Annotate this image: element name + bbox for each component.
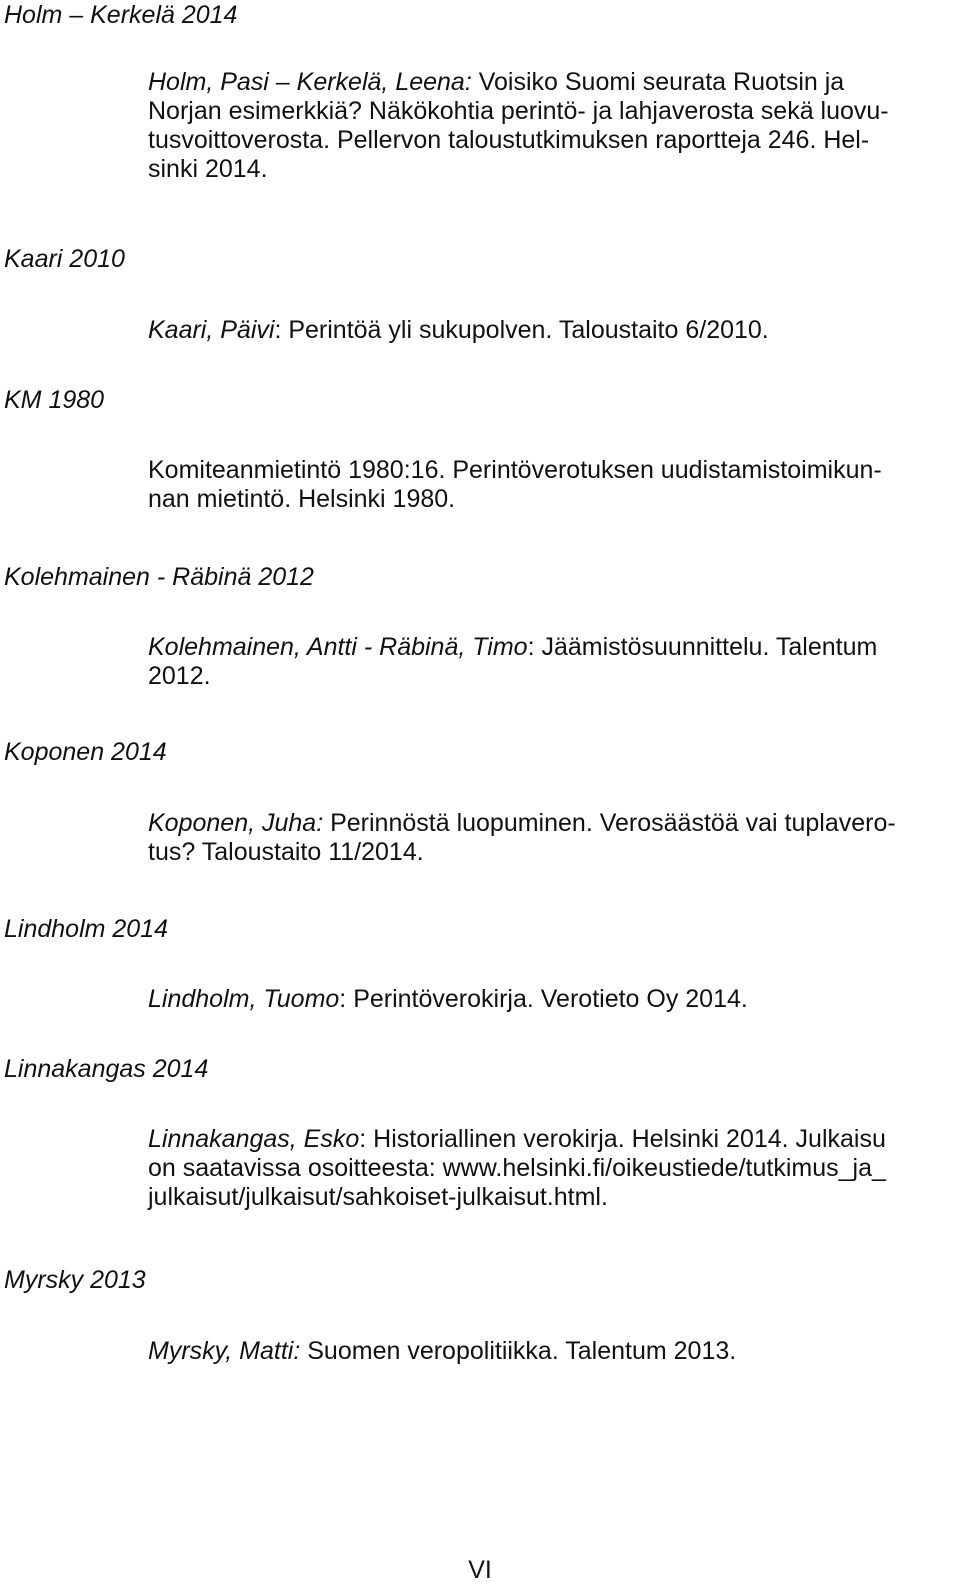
reference-line [148, 68, 938, 97]
reference-entry-kolehmainen-rabina [148, 633, 938, 691]
reference-entry-kaari [148, 316, 938, 345]
reference-author: Koponen, Juha: [148, 809, 324, 837]
reference-text: sinki 2014. [148, 155, 268, 183]
reference-text: : Historiallinen verokirja. Helsinki 2014. Julkaisu [359, 1125, 886, 1153]
reference-author: Kaari, Päivi [148, 316, 275, 344]
page-number: VI [468, 1556, 492, 1584]
reference-line [148, 1125, 938, 1154]
reference-entry-linnakangas [148, 1125, 938, 1212]
reference-text: tusvoittoverosta. Pellervon taloustutkimuksen raportteja 246. Hel- [148, 126, 870, 154]
reference-entry-holm-kerkela [148, 68, 938, 184]
reference-line [148, 126, 938, 155]
reference-key-holm-kerkela: Holm – Kerkelä 2014 [4, 1, 238, 29]
reference-author: Linnakangas, Esko [148, 1125, 360, 1153]
reference-line [148, 662, 938, 691]
reference-text: Komiteanmietintö 1980:16. Perintöverotuksen uudistamistoimikun- [148, 456, 882, 484]
reference-text: on saatavissa osoitteesta: www.helsinki.fi/oikeustiede/tutkimus_ja_ [148, 1154, 886, 1182]
reference-text: Suomen veropolitiikka. Talentum 2013. [300, 1337, 737, 1365]
reference-text: : Perintöä yli sukupolven. Taloustaito 6/2010. [274, 316, 769, 344]
reference-key-linnakangas: Linnakangas 2014 [4, 1055, 209, 1083]
reference-line [148, 838, 938, 867]
reference-author: Lindholm, Tuomo [148, 985, 340, 1013]
reference-text: tus? Taloustaito 11/2014. [148, 838, 424, 866]
reference-line [148, 485, 938, 514]
reference-text: 2012. [148, 662, 211, 690]
reference-line [148, 316, 938, 345]
reference-author: Kolehmainen, Antti - Räbinä, Timo [148, 633, 528, 661]
reference-text: nan mietintö. Helsinki 1980. [148, 485, 456, 513]
reference-key-myrsky: Myrsky 2013 [4, 1266, 146, 1294]
reference-text: julkaisut/julkaisut/sahkoiset-julkaisut.html. [148, 1183, 608, 1211]
reference-author: Holm, Pasi – Kerkelä, Leena: [148, 68, 472, 96]
reference-line [148, 633, 938, 662]
reference-key-km: KM 1980 [4, 386, 105, 414]
reference-key-kolehmainen-rabina: Kolehmainen - Räbinä 2012 [4, 563, 314, 591]
reference-key-koponen: Koponen 2014 [4, 738, 167, 766]
reference-line [148, 456, 938, 485]
reference-text: Perinnöstä luopuminen. Verosäästöä vai tuplavero- [323, 809, 896, 837]
reference-text: : Perintöverokirja. Verotieto Oy 2014. [339, 985, 748, 1013]
reference-entry-lindholm [148, 985, 938, 1014]
reference-entry-koponen [148, 809, 938, 867]
reference-author: Myrsky, Matti: [148, 1337, 301, 1365]
reference-line [148, 155, 938, 184]
reference-text: Voisiko Suomi seurata Ruotsin ja [471, 68, 845, 96]
reference-text: Norjan esimerkkiä? Näkökohtia perintö- ja lahjaverosta sekä luovu- [148, 97, 889, 125]
reference-line [148, 1183, 938, 1212]
reference-line [148, 1154, 938, 1183]
reference-entry-km [148, 456, 938, 514]
reference-text: : Jäämistösuunnittelu. Talentum [527, 633, 878, 661]
reference-key-lindholm: Lindholm 2014 [4, 915, 169, 943]
reference-line [148, 97, 938, 126]
reference-line [148, 809, 938, 838]
reference-line [148, 985, 938, 1014]
reference-key-kaari: Kaari 2010 [4, 245, 125, 273]
reference-entry-myrsky [148, 1337, 938, 1366]
reference-line [148, 1337, 938, 1366]
